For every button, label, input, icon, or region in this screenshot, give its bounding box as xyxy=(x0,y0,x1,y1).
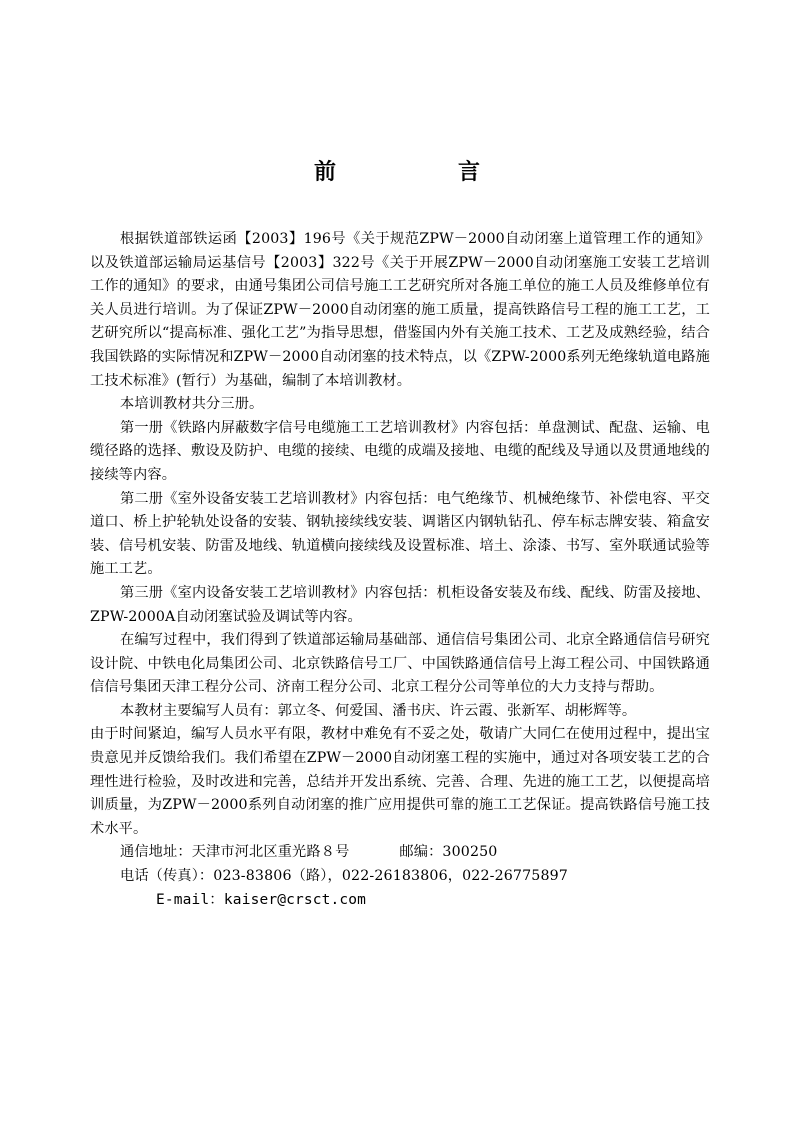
paragraph-volume-2: 第二册《室外设备安装工艺培训教材》内容包括：电气绝缘节、机械绝缘节、补偿电容、平交道口、桥上护轮轨处设备的安装、钢轨接续线安装、调谐区内钢轨钻孔、停车标志牌安装、箱盒安装、信号机安装、防雷及地线、轨道横向接续线及设置标准、培土、涂漆、书写、室外联通试验等施工工艺。 xyxy=(90,490,710,578)
page-title: 前 言 xyxy=(313,159,530,185)
contact-phone: 电话（传真）：023-83806（路），022-26183806，022-26775897 xyxy=(120,868,568,885)
contact-email: E-mail：kaiser@crsct.com xyxy=(156,891,367,908)
paragraph-intro: 根据铁道部铁运函【2003】196号《关于规范ZPW－2000自动闭塞上道管理工作的通知》以及铁道部运输局运基信号【2003】322号《关于开展ZPW－2000自动闭塞施工安装工艺培训工作的通知》的要求，由通号集团公司信号施工工艺研究所对各施工单位的施工人员及维修单位有关人员进行培训。为了保证ZPW－2000自动闭塞的施工质量，提高铁路信号工程的施工工艺，工艺研究所以“提高标准、强化工艺”为指导思想，借鉴国内外有关施工技术、工艺及成熟经验，结合我国铁路的实际情况和ZPW－2000自动闭塞的技术特点，以《ZPW-2000系列无绝缘轨道电路施工技术标准》(暂行）为基础，编制了本培训教材。 xyxy=(90,231,710,389)
paragraph-authors: 本教材主要编写人员有：郭立冬、何爱国、潘书庆、许云霞、张新军、胡彬辉等。 xyxy=(120,702,637,719)
paragraph-volumes: 本培训教材共分三册。 xyxy=(120,396,264,413)
contact-postcode: 邮编：300250 xyxy=(399,844,498,861)
contact-address: 通信地址：天津市河北区重光路８号 xyxy=(120,844,350,861)
contact-address-line xyxy=(120,841,710,865)
preface-body xyxy=(90,228,710,912)
contact-block xyxy=(90,841,710,912)
paragraph-acknowledgement: 在编写过程中，我们得到了铁道部运输局基础部、通信信号集团公司、北京全路通信信号研究设计院、中铁电化局集团公司、北京铁路信号工厂、中国铁路通信信号上海工程公司、中国铁路通信信号集团天津工程分公司、济南工程分公司、北京工程分公司等单位的大力支持与帮助。 xyxy=(90,632,710,696)
paragraph-volume-1: 第一册《铁路内屏蔽数字信号电缆施工工艺培训教材》内容包括：单盘测试、配盘、运输、电缆径路的选择、敷设及防护、电缆的接续、电缆的成端及接地、电缆的配线及导通以及贯通地线的接续等内容。 xyxy=(90,419,710,483)
paragraph-volume-3: 第三册《室内设备安装工艺培训教材》内容包括：机柜设备安装及布线、配线、防雷及接地、ZPW-2000A自动闭塞试验及调试等内容。 xyxy=(90,584,710,625)
paragraph-feedback: 由于时间紧迫，编写人员水平有限，教材中难免有不妥之处，敬请广大同仁在使用过程中，提出宝贵意见并反馈给我们。我们希望在ZPW－2000自动闭塞工程的实施中，通过对各项安装工艺的合理性进行检验，及时改进和完善，总结并开发出系统、完善、合理、先进的施工工艺，以便提高培训质量，为ZPW－2000系列自动闭塞的推广应用提供可靠的施工工艺保证。提高铁路信号施工技术水平。 xyxy=(90,726,710,837)
